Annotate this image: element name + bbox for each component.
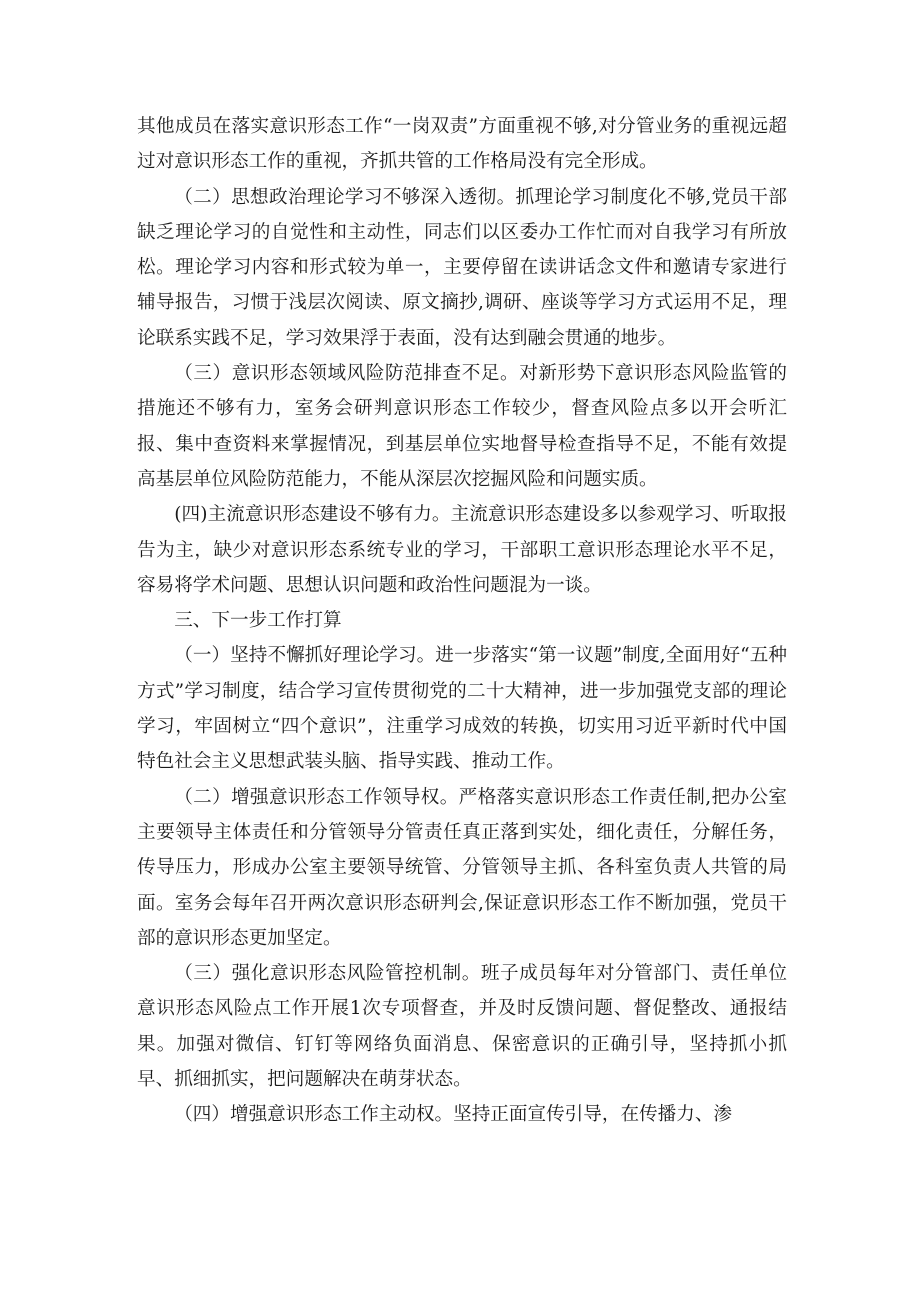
paragraph: （三）强化意识形态风险管控机制。班子成员每年对分管部门、责任单位意识形态风险点工作开展1次专项督查，并及时反馈问题、督促整改、通报结果。加强对微信、钉钉等网络负面消息、保密意识的正确引导，坚持抓小抓早、抓细抓实，把问题解决在萌芽状态。 xyxy=(137,963,787,1091)
document-body xyxy=(137,109,787,1133)
paragraph: （二）增强意识形态工作领导权。严格落实意识形态工作责任制,把办公室主要领导主体责任和分管领导分管责任真正落到实处，细化责任，分解任务，传导压力，形成办公室主要领导统管、分管领导主抓、各科室负责人共管的局面。室务会每年召开两次意识形态研判会,保证意识形态工作不断加强，党员干部的意识形态更加坚定。 xyxy=(137,786,787,949)
paragraph: （四）增强意识形态工作主动权。坚持正面宣传引导，在传播力、渗 xyxy=(174,1104,733,1126)
paragraph: 其他成员在落实意识形态工作“一岗双责”方面重视不够,对分管业务的重视远超过对意识形态工作的重视，齐抓共管的工作格局没有完全形成。 xyxy=(137,116,787,173)
paragraph: （一）坚持不懈抓好理论学习。进一步落实“第一议题”制度,全面用好“五种方式”学习制度，结合学习宣传贯彻党的二十大精神，进一步加强党支部的理论学习，牢固树立“四个意识”，注重学习成效的转换，切实用习近平新时代中国特色社会主义思想武装头脑、指导实践、推动工作。 xyxy=(137,645,787,773)
section-heading: 三、下一步工作打算 xyxy=(174,610,342,632)
paragraph: （二）思想政治理论学习不够深入透彻。抓理论学习制度化不够,党员干部缺乏理论学习的自觉性和主动性，同志们以区委办工作忙而对自我学习有所放松。理论学习内容和形式较为单一，主要停留在读讲话念文件和邀请专家进行辅导报告，习惯于浅层次阅读、原文摘抄,调研、座谈等学习方式运用不足，理论联系实践不足，学习效果浮于表面，没有达到融会贯通的地步。 xyxy=(137,186,787,349)
paragraph: （三）意识形态领域风险防范排查不足。对新形势下意识形态风险监管的措施还不够有力，室务会研判意识形态工作较少，督查风险点多以开会听汇报、集中查资料来掌握情况，到基层单位实地督导检查指导不足，不能有效提高基层单位风险防范能力，不能从深层次挖掘风险和问题实质。 xyxy=(137,363,787,490)
paragraph: (四)主流意识形态建设不够有力。主流意识形态建设多以参观学习、听取报告为主，缺少对意识形态系统专业的学习，干部职工意识形态理论水平不足，容易将学术问题、思想认识问题和政治性问题混为一谈。 xyxy=(137,504,787,596)
